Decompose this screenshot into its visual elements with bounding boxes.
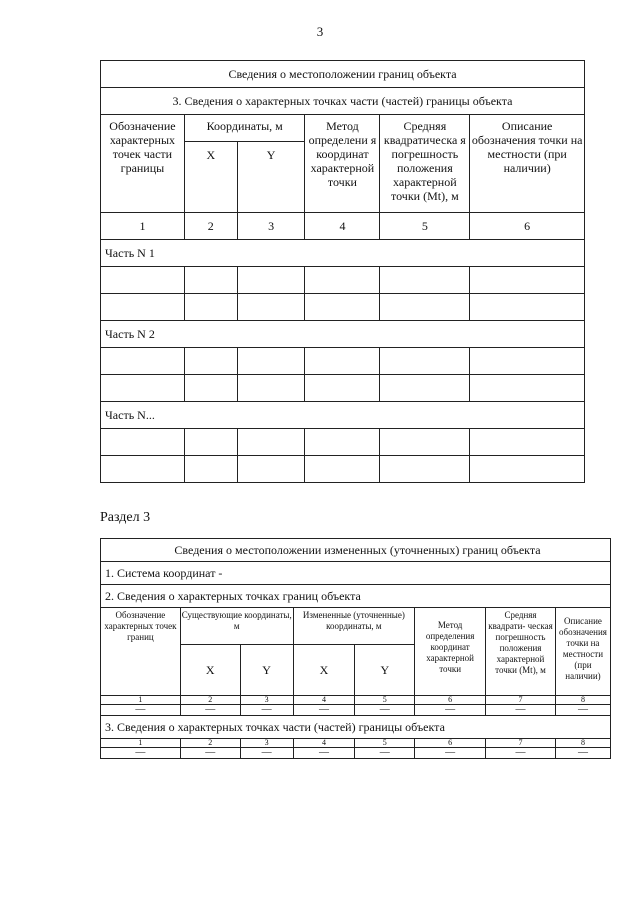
column-number: 4 (293, 696, 355, 705)
column-number: 5 (355, 696, 415, 705)
dash-cell: — (293, 705, 355, 716)
header-designation: Обозначение характерных точек границ (101, 608, 181, 696)
column-number: 6 (415, 696, 486, 705)
dash-cell: — (555, 748, 610, 759)
coordinate-system-row: 1. Система координат - (101, 562, 611, 585)
header-error: Средняя квадратическа я погрешность положения характерной точки (Mt), м (380, 115, 470, 213)
header-description: Описание обозначения точки на местности (при наличии) (470, 115, 585, 213)
column-number: 2 (184, 213, 237, 240)
header-y: Y (237, 142, 305, 213)
column-number: 1 (101, 739, 181, 748)
column-number: 8 (555, 739, 610, 748)
column-number: 2 (180, 696, 240, 705)
header-description: Описание обозначения точки на местности (при наличии) (555, 608, 610, 696)
dash-cell: — (355, 705, 415, 716)
dash-cell: — (240, 748, 293, 759)
page-number: 3 (316, 24, 324, 39)
dash-cell: — (101, 748, 181, 759)
parts-boundary-table (100, 60, 585, 483)
header-method: Метод определени я координат характерной точки (305, 115, 380, 213)
column-number: 1 (101, 213, 185, 240)
table-title: Сведения о местоположении границ объекта (101, 61, 585, 88)
dash-cell: — (101, 705, 181, 716)
dash-cell: — (486, 748, 556, 759)
dash-cell: — (293, 748, 355, 759)
header-x: X (184, 142, 237, 213)
dash-cell: — (180, 705, 240, 716)
dash-cell: — (555, 705, 610, 716)
column-number: 6 (415, 739, 486, 748)
part-label: Часть N 1 (101, 240, 585, 267)
dash-cell: — (240, 705, 293, 716)
header-error: Средняя квадрати- ческая погрешность положения характерной точки (Mt), м (486, 608, 556, 696)
column-number: 3 (237, 213, 305, 240)
column-number: 3 (240, 739, 293, 748)
header-changed: Измененные (уточненные) координаты, м (293, 608, 415, 645)
changed-boundaries-table (100, 538, 611, 759)
column-number: 6 (470, 213, 585, 240)
column-number: 1 (101, 696, 181, 705)
table-title: Сведения о местоположении измененных (уточненных) границ объекта (101, 539, 611, 562)
points-row: 2. Сведения о характерных точках границ объекта (101, 585, 611, 608)
header-designation: Обозначение характерных точек части границы (101, 115, 185, 213)
header-y: Y (240, 645, 293, 696)
section-heading: Раздел 3 (100, 510, 151, 525)
column-number: 7 (486, 696, 556, 705)
column-number: 4 (305, 213, 380, 240)
column-number: 8 (555, 696, 610, 705)
column-number: 5 (380, 213, 470, 240)
dash-cell: — (415, 705, 486, 716)
dash-cell: — (355, 748, 415, 759)
column-number: 4 (293, 739, 355, 748)
column-number: 7 (486, 739, 556, 748)
part-label: Часть N... (101, 402, 585, 429)
dash-cell: — (180, 748, 240, 759)
column-number: 3 (240, 696, 293, 705)
dash-cell: — (415, 748, 486, 759)
dash-cell: — (486, 705, 556, 716)
part-label: Часть N 2 (101, 321, 585, 348)
parts-points-row: 3. Сведения о характерных точках части (частей) границы объекта (101, 716, 611, 739)
header-existing: Существующие координаты, м (180, 608, 293, 645)
header-y: Y (355, 645, 415, 696)
header-coordinates: Координаты, м (184, 115, 305, 142)
header-x: X (180, 645, 240, 696)
table-subtitle: 3. Сведения о характерных точках части (частей) границы объекта (101, 88, 585, 115)
header-x: X (293, 645, 355, 696)
column-number: 2 (180, 739, 240, 748)
column-number: 5 (355, 739, 415, 748)
header-method: Метод определения координат характерной точки (415, 608, 486, 696)
